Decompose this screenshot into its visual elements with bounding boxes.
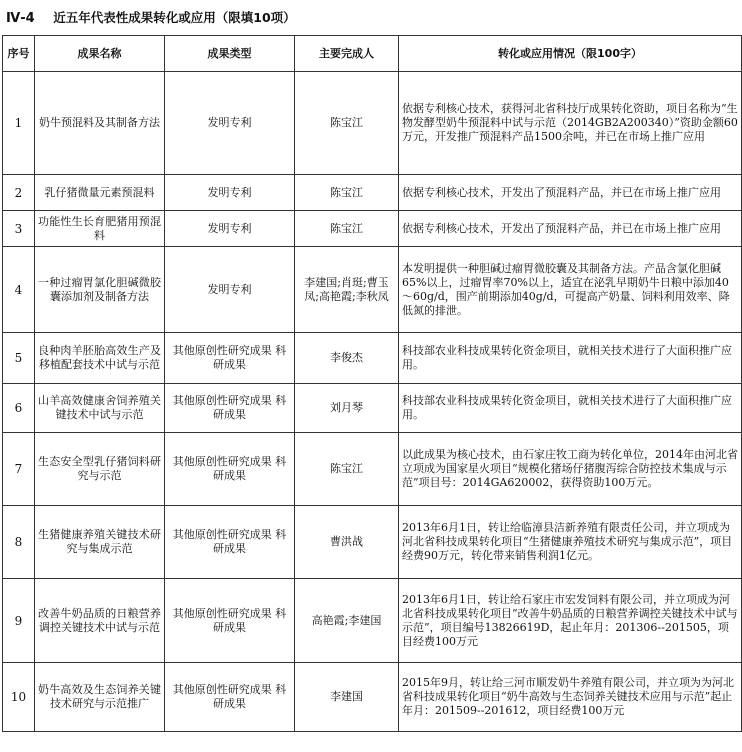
row-seq: 5: [3, 333, 35, 384]
table-title: 近五年代表性成果转化或应用（限填10项）: [53, 10, 296, 25]
row-desc: 本发明提供一种胆碱过瘤胃微胶囊及其制备方法。产品含氯化胆碱65%以上，过瘤胃率70%以上，适宜在泌乳早期奶牛日粮中添加40～60g/d，围产前期添加40g/d，可提高产奶量、饲料利用效率、降低氮的排泄。: [399, 247, 742, 333]
row-type: 其他原创性研究成果 科研成果: [165, 663, 295, 732]
row-name: 功能性生长育肥猪用预混料: [35, 211, 165, 247]
row-seq: 8: [3, 506, 35, 579]
row-seq: 10: [3, 663, 35, 732]
row-name: 改善牛奶品质的日粮营养调控关键技术中试与示范: [35, 579, 165, 663]
row-type: 发明专利: [165, 175, 295, 211]
row-type: 其他原创性研究成果 科研成果: [165, 333, 295, 384]
row-name: 生态安全型乳仔猪饲料研究与示范: [35, 433, 165, 506]
table-row: [3, 211, 742, 247]
table-row: [3, 384, 742, 433]
row-seq: 6: [3, 384, 35, 433]
row-seq: 3: [3, 211, 35, 247]
table-id: Ⅳ-4: [6, 11, 35, 26]
row-person: 曹洪战: [295, 506, 399, 579]
row-person: 李建国: [295, 663, 399, 732]
row-person: 陈宝江: [295, 211, 399, 247]
row-desc: 科技部农业科技成果转化资金项目，就相关技术进行了大面积推广应用。: [399, 333, 742, 384]
row-name: 生猪健康养殖关键技术研究与集成示范: [35, 506, 165, 579]
table-row: [3, 433, 742, 506]
table-row: [3, 579, 742, 663]
table-caption: [6, 8, 736, 28]
row-type: 其他原创性研究成果 科研成果: [165, 579, 295, 663]
row-type: 发明专利: [165, 211, 295, 247]
row-seq: 9: [3, 579, 35, 663]
table-row: [3, 663, 742, 732]
row-person: 高艳霞;李建国: [295, 579, 399, 663]
row-type: 发明专利: [165, 247, 295, 333]
row-desc: 科技部农业科技成果转化资金项目，就相关技术进行了大面积推广应用。: [399, 384, 742, 433]
row-person: 陈宝江: [295, 433, 399, 506]
row-seq: 4: [3, 247, 35, 333]
row-name: 山羊高效健康舍饲养殖关键技术中试与示范: [35, 384, 165, 433]
row-name: 一种过瘤胃氯化胆碱微胶囊添加剂及制备方法: [35, 247, 165, 333]
row-desc: 依据专利核心技术，获得河北省科技厅成果转化资助，项目名称为“生物发酵型奶牛预混料中试与示范（2014GB2A200340）”资助金额60万元，开发推广预混料产品1500余吨，并已在市场上推广应用: [399, 72, 742, 175]
table-row: [3, 247, 742, 333]
row-person: 陈宝江: [295, 72, 399, 175]
row-seq: 2: [3, 175, 35, 211]
row-desc: 2015年9月，转让给三河市顺发奶牛养殖有限公司，并立项为为河北省科技成果转化项目“奶牛高效与生态饲养关键技术应用与示范”起止年月：201509--201612，项目经费100万元: [399, 663, 742, 732]
row-seq: 7: [3, 433, 35, 506]
achievements-table: [2, 35, 742, 732]
header-type: 成果类型: [165, 36, 295, 72]
row-name: 奶牛预混料及其制备方法: [35, 72, 165, 175]
table-row: [3, 506, 742, 579]
row-type: 其他原创性研究成果 科研成果: [165, 506, 295, 579]
row-person: 陈宝江: [295, 175, 399, 211]
table-row: [3, 72, 742, 175]
row-name: 奶牛高效及生态饲养关键技术研究与示范推广: [35, 663, 165, 732]
header-name: 成果名称: [35, 36, 165, 72]
table-header-row: [3, 36, 742, 72]
row-type: 其他原创性研究成果 科研成果: [165, 384, 295, 433]
row-seq: 1: [3, 72, 35, 175]
row-type: 其他原创性研究成果 科研成果: [165, 433, 295, 506]
row-person: 李建国;肖珽;曹玉凤;高艳霞;李秋凤: [295, 247, 399, 333]
header-person: 主要完成人: [295, 36, 399, 72]
table-row: [3, 175, 742, 211]
row-desc: 2013年6月1日，转让给石家庄市宏发饲料有限公司，并立项成为河北省科技成果转化项目“改善牛奶品质的日粮营养调控关键技术中试与示范”，项目编号13826619D，起止年月：201306--201505，项目经费100万元: [399, 579, 742, 663]
row-desc: 依据专利核心技术，开发出了预混料产品，并已在市场上推广应用: [399, 175, 742, 211]
row-person: 李俊杰: [295, 333, 399, 384]
row-desc: 2013年6月1日，转让给临漳县洁新养殖有限责任公司，并立项成为河北省科技成果转化项目“生猪健康养殖技术研究与集成示范”，项目经费90万元，转化带来销售利润1亿元。: [399, 506, 742, 579]
header-desc: 转化或应用情况（限100字）: [399, 36, 742, 72]
row-name: 良种肉羊胚胎高效生产及移植配套技术中试与示范: [35, 333, 165, 384]
header-seq: 序号: [3, 36, 35, 72]
row-name: 乳仔猪微量元素预混料: [35, 175, 165, 211]
row-person: 刘月琴: [295, 384, 399, 433]
row-desc: 依据专利核心技术，开发出了预混料产品，并已在市场上推广应用: [399, 211, 742, 247]
row-desc: 以此成果为核心技术，由石家庄牧工商为转化单位，2014年由河北省立项成为国家星火项目“规模化猪场仔猪腹泻综合防控技术集成与示范”项目号：2014GA620002，获得资助100万元。: [399, 433, 742, 506]
table-row: [3, 333, 742, 384]
row-type: 发明专利: [165, 72, 295, 175]
